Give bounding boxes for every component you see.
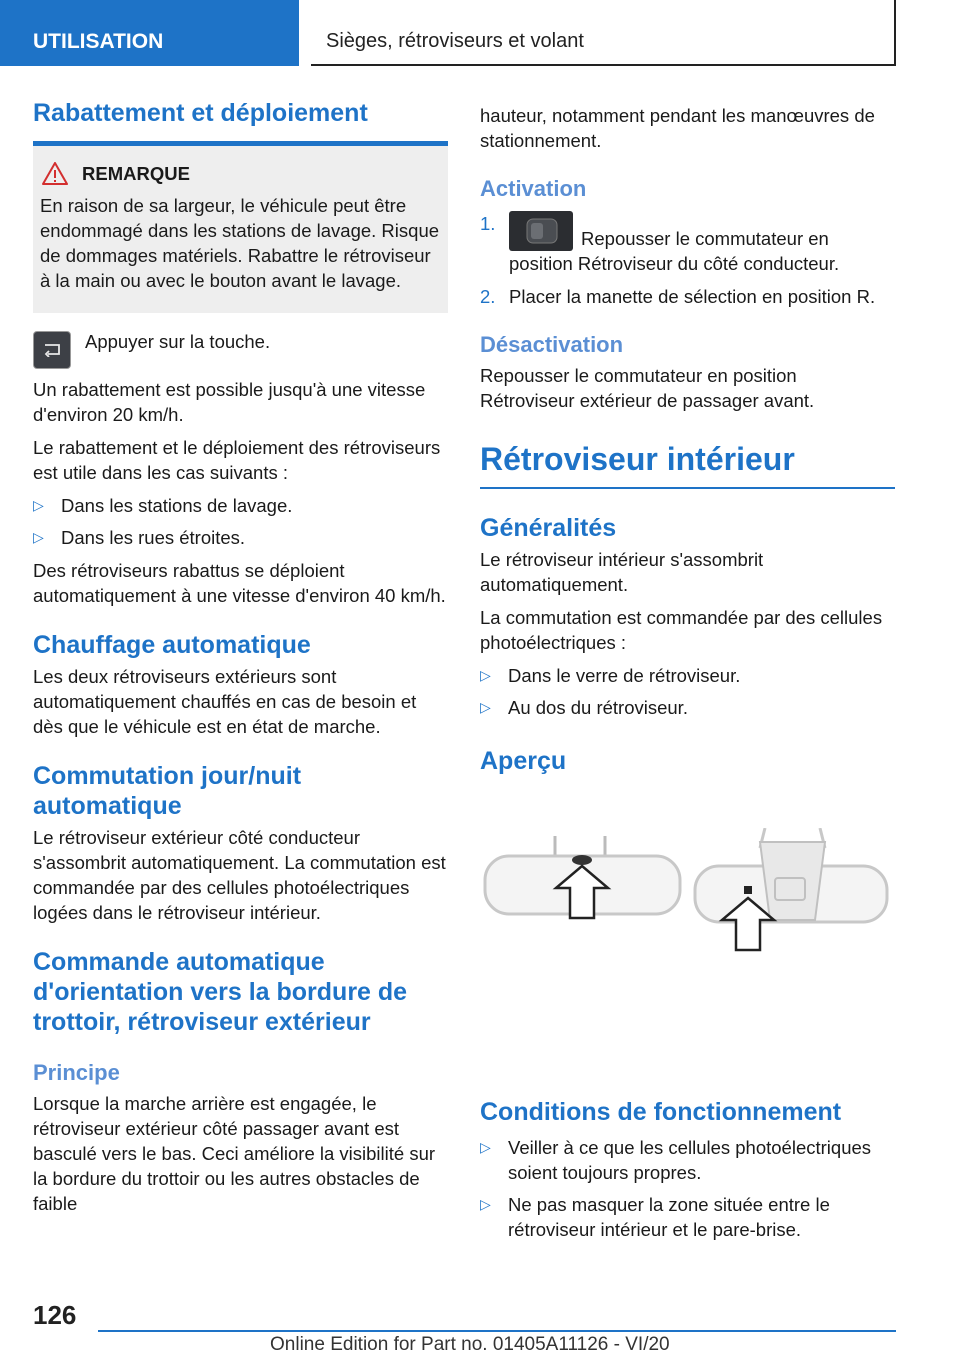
heading-day-night: Commutation jour/nuit automatique [33,762,302,820]
paragraph-principle: Lorsque la marche arrière est engagée, le rétroviseur extérieur côté passager avant est basculé vers le bas. Ceci améliore la visibilité sur la bordure du trottoir ou les autres obstacles de faible [33,1093,436,1214]
paragraph-general-2: La commutation est commandée par des cellules photoélectriques : [480,607,883,653]
page-number: 126 [33,1300,77,1330]
paragraph-useful: Le rabattement et le déploiement des rétroviseurs est utile dans les cas suivants : [33,437,441,483]
paragraph-unfold: Des rétroviseurs rabattus se déploient automatiquement à une vitesse d'environ 40 km/h. [33,560,446,606]
list-item: ▷ Au dos du rétroviseur. [480,697,688,718]
triangle-bullet-icon: ▷ [480,699,491,715]
list-item: ▷ Veiller à ce que les cellules photoélectriques soient toujours propres. [480,1137,872,1183]
heading-folding: Rabattement et déploiement [33,99,368,127]
heading-activation: Activation [480,176,587,201]
left-column [33,98,448,1216]
paragraph-heating: Les deux rétroviseurs extérieurs sont automatiquement chauffés en cas de besoin et dès que le véhicule est en état de marche. [33,666,417,737]
paragraph-day-night: Le rétroviseur extérieur côté conducteur s'assombrit automatiquement. La commutation est commandée par des cellules photoélectriques logées dans le rétroviseur intérieur. [33,827,446,923]
heading-heating: Chauffage automatique [33,631,311,659]
heading-interior-mirror: Rétroviseur intérieur [480,439,895,489]
heading-general: Généralités [480,514,617,542]
heading-overview: Aperçu [480,747,567,775]
list-item: ▷ Dans les stations de lavage. [33,495,293,516]
header-chapter: Sièges, rétroviseurs et volant [311,0,896,66]
triangle-bullet-icon: ▷ [480,667,491,683]
footer-rule [98,1330,896,1332]
triangle-bullet-icon: ▷ [33,529,44,545]
triangle-bullet-icon: ▷ [480,1139,491,1155]
paragraph-continued: hauteur, notamment pendant les manœuvres de stationnement. [480,105,875,151]
heading-principle: Principe [33,1060,120,1085]
heading-conditions: Conditions de fonctionnement [480,1098,842,1126]
mirror-overview-illustration [480,828,895,968]
triangle-bullet-icon: ▷ [33,497,44,513]
list-item: ▷ Dans les rues étroites. [33,527,246,548]
button-instruction [33,331,448,369]
list-item: ▷ Dans le verre de rétroviseur. [480,665,741,686]
note-box [33,146,448,313]
step-item: 2. Placer la manette de sélection en position R. [480,286,876,307]
note-text: En raison de sa largeur, le véhicule peut être endommagé dans les stations de lavage. Risque de dommages matériels. Rabattre le rétroviseur à la main ou avec le bouton avant le lavage. [40,195,440,291]
paragraph-speed: Un rabattement est possible jusqu'à une vitesse d'environ 20 km/h. [33,379,426,425]
footer-edition: Online Edition for Part no. 01405A11126 - VI/20 [270,1334,670,1355]
triangle-bullet-icon: ▷ [480,1196,491,1212]
heading-curb: Commande automatique d'orientation vers la bordure de trottoir, rétroviseur extérieur [33,948,408,1036]
list-cases [33,493,448,550]
note-header [40,162,440,185]
note-title: REMARQUE [82,162,190,184]
step-item: 1. Repousser le commutateur en position Rétroviseur du côté conducteur. [480,213,840,274]
list-cells [480,663,895,720]
header-section: UTILISATION [0,0,299,66]
paragraph-deactivation: Repousser le commutateur en position Rétroviseur extérieur de passager avant. [480,365,815,411]
button-text: Appuyer sur la touche. [85,331,271,352]
paragraph-general-1: Le rétroviseur intérieur s'assombrit automatiquement. [480,549,764,595]
mirror-fold-button-icon [33,331,71,369]
mirror-switch-icon [509,211,573,251]
steps-activation [480,211,895,309]
heading-deactivation: Désactivation [480,332,624,357]
warning-icon [42,162,68,185]
right-column [480,98,895,1242]
list-conditions [480,1135,895,1242]
list-item: ▷ Ne pas masquer la zone située entre le rétroviseur intérieur et le pare-brise. [480,1194,830,1240]
